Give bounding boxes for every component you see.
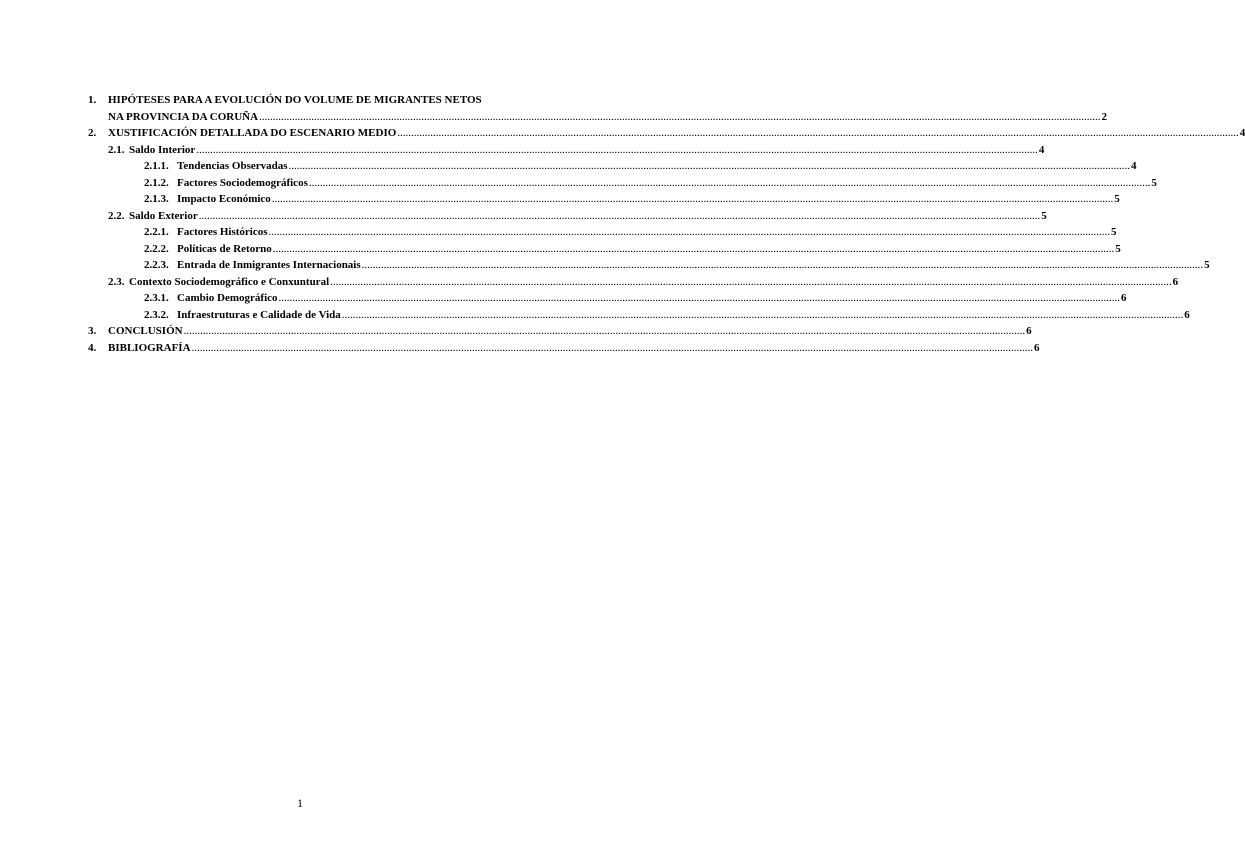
toc-entry-2-1[interactable] xyxy=(88,142,1045,159)
toc-page-number[interactable]: 6 xyxy=(1026,325,1032,337)
toc-page-number[interactable]: 4 xyxy=(1131,160,1137,172)
toc-page-number[interactable]: 5 xyxy=(1041,209,1047,222)
toc-dot-leader xyxy=(269,224,1111,241)
toc-entry-number: 2.3.2. xyxy=(144,308,169,321)
toc-page-number[interactable]: 4 xyxy=(1038,143,1045,156)
toc-entry-title[interactable]: CONCLUSIÓN xyxy=(108,325,183,337)
toc-dot-leader xyxy=(272,191,1114,208)
toc-entry-2[interactable] xyxy=(88,125,1245,142)
toc-entry-2-1-2[interactable] xyxy=(88,175,1157,192)
toc-entry-2-3-1[interactable] xyxy=(88,290,1127,307)
toc-page-number[interactable]: 6 xyxy=(1184,308,1190,321)
toc-entry-number: 2.1. xyxy=(108,143,125,156)
toc-dot-leader xyxy=(362,257,1204,274)
toc-entry-2-1-3[interactable] xyxy=(88,191,1120,208)
toc-entry-number: 2.2.1. xyxy=(144,226,169,238)
toc-page-number[interactable]: 6 xyxy=(1034,341,1040,354)
toc-entry-3[interactable] xyxy=(88,323,1032,340)
toc-dot-leader xyxy=(309,175,1151,192)
toc-entry-title[interactable]: Contexto Sociodemográfico e Conxuntural xyxy=(129,275,330,288)
toc-dot-leader xyxy=(259,109,1101,126)
toc-entry-number: 2.1.1. xyxy=(144,160,169,172)
toc-entry-number: 1. xyxy=(88,94,97,106)
toc-dot-leader xyxy=(279,290,1121,307)
toc-entry-title[interactable]: Entrada de Inmigrantes Internacionais xyxy=(177,259,361,271)
toc-dot-leader xyxy=(397,125,1239,142)
toc-entry-title[interactable]: Impacto Económico xyxy=(177,193,271,205)
toc-entry-number: 2.2.2. xyxy=(144,242,169,255)
toc-entry-2-2-3[interactable] xyxy=(88,257,1210,274)
toc-entry-number: 2.2. xyxy=(108,209,125,222)
toc-entry-title[interactable]: Saldo Interior xyxy=(129,143,196,156)
toc-entry-number: 4. xyxy=(88,341,97,354)
toc-page-number[interactable]: 2 xyxy=(1101,110,1108,123)
toc-dot-leader xyxy=(342,307,1184,324)
toc-entry-title[interactable]: Saldo Exterior xyxy=(129,209,198,222)
toc-page-number[interactable]: 6 xyxy=(1172,275,1179,288)
toc-entry-title[interactable]: Políticas de Retorno xyxy=(177,242,272,255)
toc-entry-title[interactable]: Cambio Demográfico xyxy=(177,292,278,304)
toc-entry-title[interactable]: Factores Históricos xyxy=(177,226,268,238)
toc-entry-number: 2. xyxy=(88,127,97,139)
toc-entry-title[interactable]: Tendencias Observadas xyxy=(177,160,288,172)
toc-page-number[interactable]: 5 xyxy=(1204,259,1210,271)
toc-entry-title[interactable]: XUSTIFICACIÓN DETALLADA DO ESCENARIO MEDIO xyxy=(108,127,397,139)
toc-dot-leader xyxy=(196,142,1038,159)
toc-entry-1[interactable] xyxy=(88,92,1108,125)
toc-entry-number: 2.3.1. xyxy=(144,292,169,304)
toc-page-number[interactable]: 6 xyxy=(1121,292,1127,304)
toc-page-number[interactable]: 5 xyxy=(1111,226,1117,238)
toc-dot-leader xyxy=(289,158,1131,175)
page-number: 1 xyxy=(297,796,303,810)
toc-entry-title[interactable]: HIPÓTESES PARA A EVOLUCIÓN DO VOLUME DE MIGRANTES NETOS xyxy=(108,94,482,106)
toc-page-number[interactable]: 4 xyxy=(1239,127,1245,139)
toc-entry-number: 2.1.3. xyxy=(144,193,169,205)
toc-entry-title[interactable]: BIBLIOGRAFÍA xyxy=(108,341,191,354)
toc-entry-title[interactable]: Infraestruturas e Calidade de Vida xyxy=(177,308,341,321)
toc-dot-leader xyxy=(273,241,1115,258)
toc-entry-number: 3. xyxy=(88,325,97,337)
toc-entry-number: 2.3. xyxy=(108,275,125,288)
toc-dot-leader xyxy=(192,340,1034,357)
toc-entry-2-3-2[interactable] xyxy=(88,307,1190,324)
toc-entry-2-2-1[interactable] xyxy=(88,224,1117,241)
toc-entry-2-3[interactable] xyxy=(88,274,1179,291)
toc-entry-title[interactable]: Factores Sociodemográficos xyxy=(177,176,308,189)
toc-entry-title-continued[interactable]: NA PROVINCIA DA CORUÑA xyxy=(108,110,259,123)
toc-entry-4[interactable] xyxy=(88,340,1040,357)
toc-dot-leader xyxy=(199,208,1041,225)
toc-entry-2-1-1[interactable] xyxy=(88,158,1137,175)
toc-dot-leader xyxy=(184,323,1026,340)
toc-entry-2-2-2[interactable] xyxy=(88,241,1121,258)
toc-page-number[interactable]: 5 xyxy=(1115,242,1121,255)
toc-page-number[interactable]: 5 xyxy=(1151,176,1157,189)
table-of-contents xyxy=(88,92,1245,356)
toc-entry-2-2[interactable] xyxy=(88,208,1047,225)
toc-entry-number: 2.2.3. xyxy=(144,259,169,271)
toc-entry-number: 2.1.2. xyxy=(144,176,169,189)
toc-page-number[interactable]: 5 xyxy=(1114,193,1120,205)
toc-dot-leader xyxy=(330,274,1172,291)
